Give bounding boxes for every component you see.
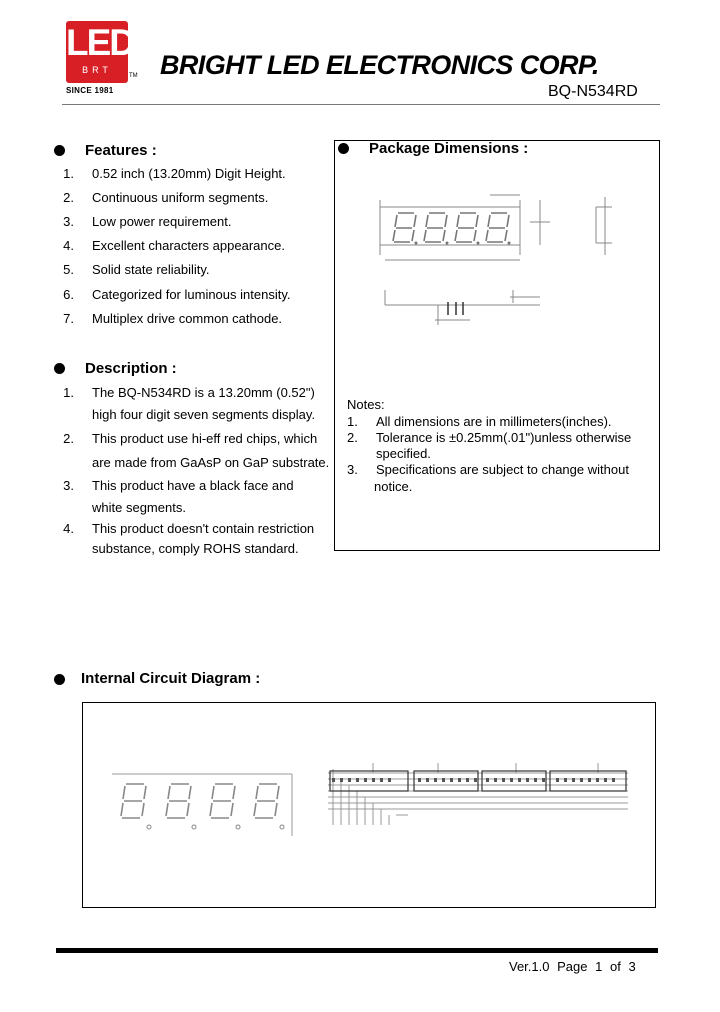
features-heading: Features :	[85, 142, 157, 159]
feature-num: 5.	[63, 262, 74, 277]
digit-layout-drawing	[110, 760, 300, 850]
note-line: notice.	[374, 479, 413, 494]
description-line: are made from GaAsP on GaP substrate.	[92, 455, 330, 470]
package-drawing	[350, 185, 650, 345]
note-num: 2.	[347, 430, 358, 445]
version: Ver.1.0	[509, 959, 550, 974]
circuit-bullet	[54, 674, 65, 685]
feature-num: 2.	[63, 190, 74, 205]
description-bullet	[54, 363, 65, 374]
note-line: Specifications are subject to change without	[376, 462, 629, 477]
description-num: 3.	[63, 478, 74, 493]
feature-num: 7.	[63, 311, 74, 326]
description-num: 2.	[63, 431, 74, 446]
company-name: BRIGHT LED ELECTRONICS CORP.	[160, 50, 599, 80]
feature-text: Solid state reliability.	[92, 262, 210, 277]
description-line: This product have a black face and	[92, 478, 294, 493]
feature-text: Multiplex drive common cathode.	[92, 311, 283, 326]
feature-text: Categorized for luminous intensity.	[92, 287, 291, 302]
circuit-heading: Internal Circuit Diagram :	[81, 670, 261, 687]
note-num: 1.	[347, 414, 358, 429]
note-line: Tolerance is ±0.25mm(.01")unless otherwise	[376, 430, 632, 445]
logo-letters: LED	[66, 22, 134, 63]
feature-text: Excellent characters appearance.	[92, 238, 285, 253]
note-line: All dimensions are in millimeters(inches).	[376, 414, 612, 429]
description-line: This product use hi-eff red chips, which	[92, 431, 318, 446]
page-total: 3	[628, 959, 636, 974]
feature-num: 4.	[63, 238, 74, 253]
since-year: SINCE 1981	[66, 86, 114, 95]
footer-divider	[56, 948, 658, 953]
description-heading: Description :	[85, 360, 177, 377]
feature-num: 6.	[63, 287, 74, 302]
description-num: 4.	[63, 521, 74, 536]
page-label: Page	[557, 959, 588, 974]
page-footer	[509, 959, 640, 974]
feature-text: Low power requirement.	[92, 214, 232, 229]
header-divider	[62, 104, 660, 105]
feature-text: 0.52 inch (13.20mm) Digit Height.	[92, 166, 286, 181]
company-logo	[66, 21, 138, 85]
features-bullet	[54, 145, 65, 156]
description-line: high four digit seven segments display.	[92, 407, 316, 422]
feature-num: 1.	[63, 166, 74, 181]
logo-sub: BRT	[82, 65, 112, 75]
description-num: 1.	[63, 385, 74, 400]
package-heading: Package Dimensions :	[369, 140, 529, 157]
description-line: substance, comply ROHS standard.	[92, 541, 299, 556]
note-line: specified.	[376, 446, 431, 461]
logo-trademark: TM	[129, 73, 138, 79]
of-label: of	[609, 959, 621, 974]
notes-heading: Notes:	[347, 397, 385, 412]
part-number: BQ-N534RD	[548, 83, 638, 100]
description-line: This product doesn't contain restriction	[92, 521, 315, 536]
circuit-schematic	[328, 755, 638, 850]
note-num: 3.	[347, 462, 358, 477]
description-line: The BQ-N534RD is a 13.20mm (0.52")	[92, 385, 315, 400]
page-number: 1	[595, 959, 603, 974]
feature-text: Continuous uniform segments.	[92, 190, 269, 205]
package-bullet	[338, 143, 349, 154]
description-line: white segments.	[92, 500, 186, 515]
feature-num: 3.	[63, 214, 74, 229]
